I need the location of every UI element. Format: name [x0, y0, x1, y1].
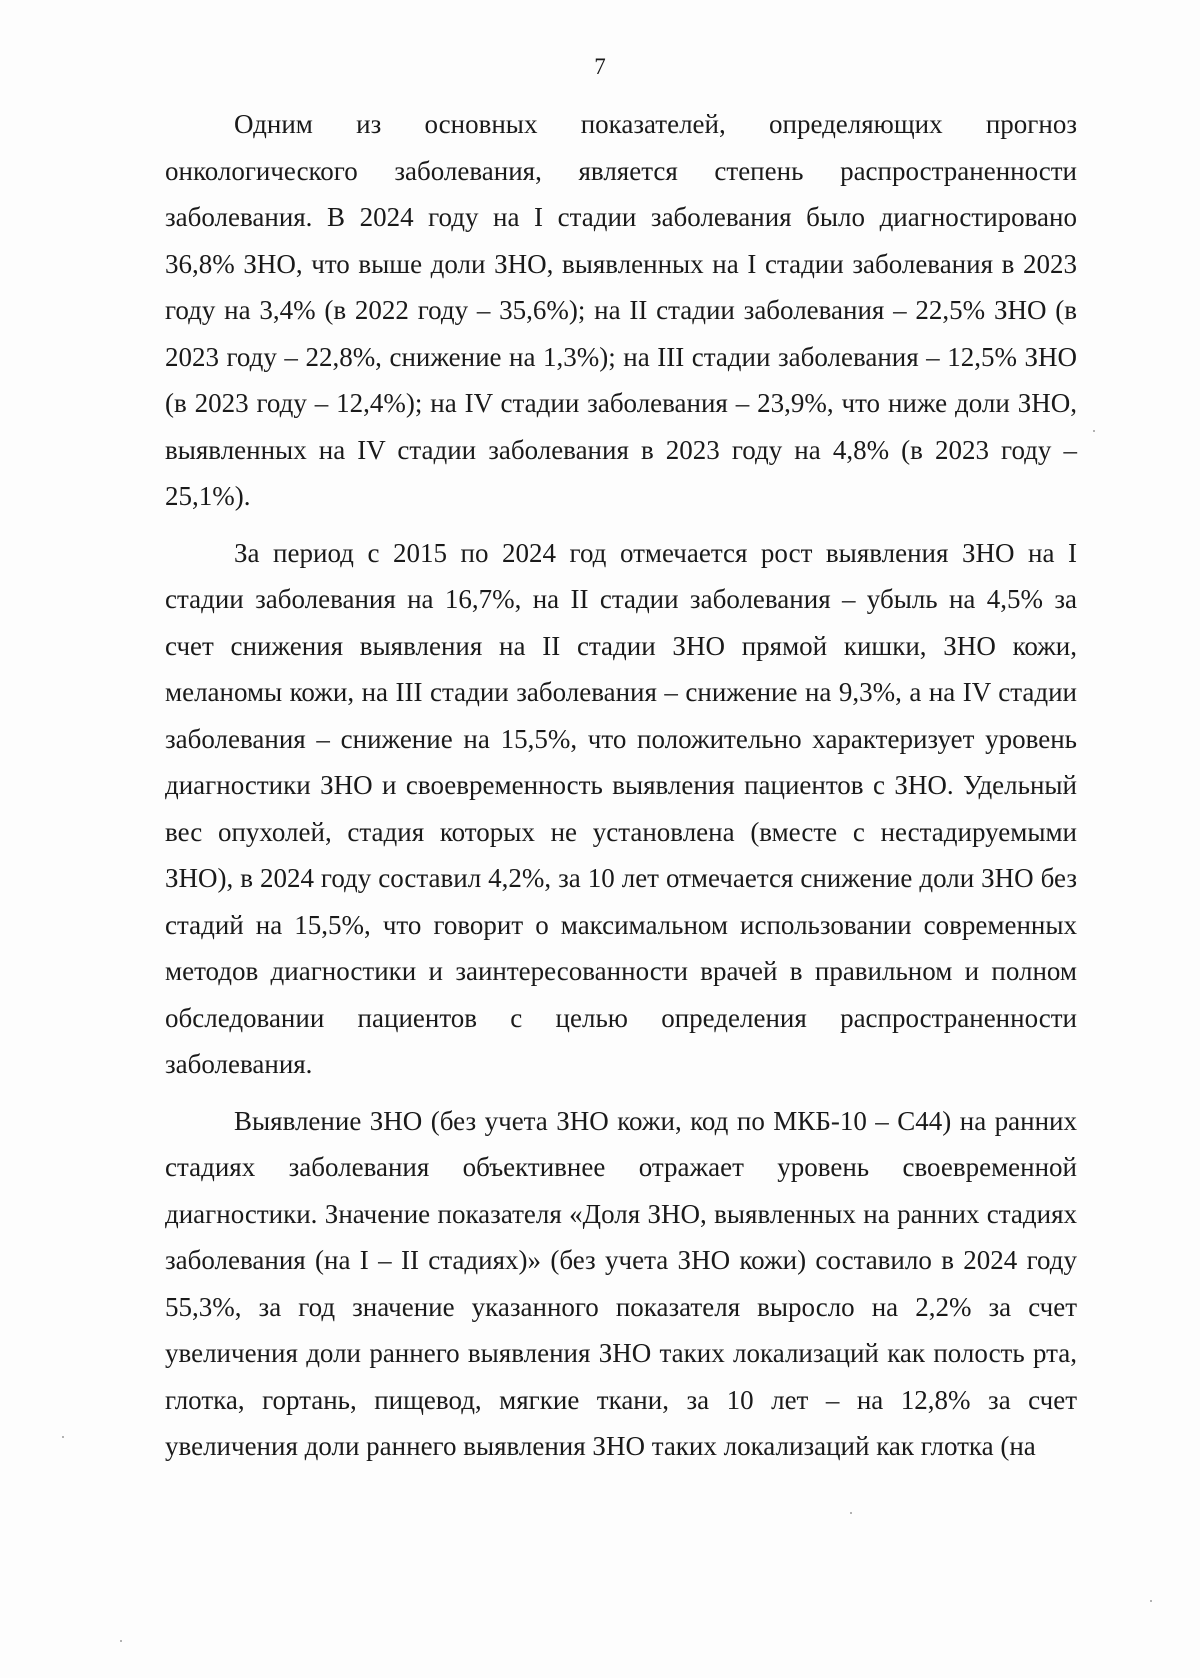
body-text [165, 101, 1077, 1480]
scan-speck [62, 1436, 64, 1438]
scan-speck [1150, 1600, 1152, 1602]
scan-speck [850, 1512, 852, 1514]
paragraph-early-detection: Выявление ЗНО (без учета ЗНО кожи, код по МКБ-10 – С44) на ранних стадиях заболевания объективнее отражает уровень своевременной диагностики. Значение показателя «Доля ЗНО, выявленных на ранних стадиях заболевания (на I – II стадиях)» (без учета ЗНО кожи) составило в 2024 году 55,3%, за год значение указанного показателя выросло на 2,2% за счет увеличения доли раннего выявления ЗНО таких локализаций как полость рта, глотка, гортань, пищевод, мягкие ткани, за 10 лет – на 12,8% за счет увеличения доли раннего выявления ЗНО таких локализаций как глотка (на [165, 1105, 1077, 1461]
paragraph-ten-year-trend: За период с 2015 по 2024 год отмечается рост выявления ЗНО на I стадии заболевания на 16,7%, на II стадии заболевания – убыль на 4,5% за счет снижения выявления на II стадии ЗНО прямой кишки, ЗНО кожи, меланомы кожи, на III стадии заболевания – снижение на 9,3%, а на IV стадии заболевания – снижение на 15,5%, что положительно характеризует уровень диагностики ЗНО и своевременность выявления пациентов с ЗНО. Удельный вес опухолей, стадия которых не установлена (вместе с нестадируемыми ЗНО), в 2024 году составил 4,2%, за 10 лет отмечается снижение доли ЗНО без стадий на 15,5%, что говорит о максимальном использовании современных методов диагностики и заинтересованности врачей в правильном и полном обследовании пациентов с целью определения распространенности заболевания. [165, 537, 1077, 1079]
scan-speck [1093, 430, 1095, 432]
page-number: 7 [594, 54, 606, 79]
paragraph-stage-distribution: Одним из основных показателей, определяющих прогноз онкологического заболевания, является степень распространенности заболевания. В 2024 году на I стадии заболевания было диагностировано 36,8% ЗНО, что выше доли ЗНО, выявленных на I стадии заболевания в 2023 году на 3,4% (в 2022 году – 35,6%); на II стадии заболевания – 22,5% ЗНО (в 2023 году – 22,8%, снижение на 1,3%); на III стадии заболевания – 12,5% ЗНО (в 2023 году – 12,4%); на IV стадии заболевания – 23,9%, что ниже доли ЗНО, выявленных на IV стадии заболевания в 2023 году на 4,8% (в 2023 году – 25,1%). [165, 109, 1077, 511]
scan-speck [120, 1640, 122, 1642]
